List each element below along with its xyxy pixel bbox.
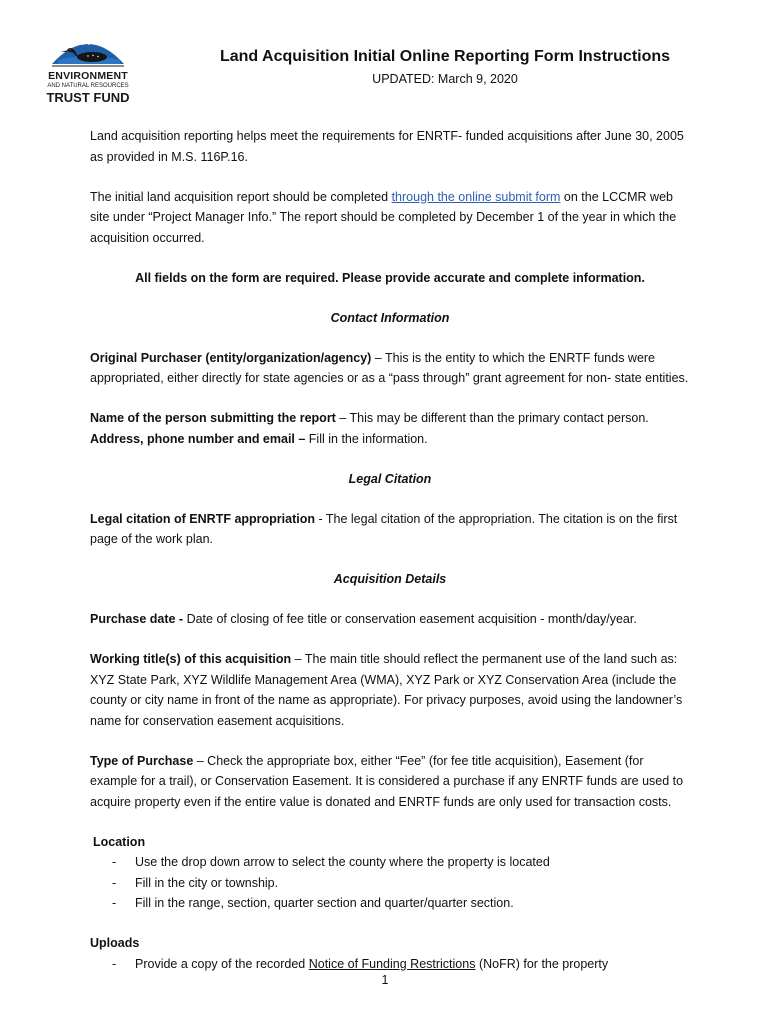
logo-line-1: ENVIRONMENT — [48, 70, 128, 82]
legal-citation-text: - The legal citation of the appropriation. The citation is on the first page of the work plan. — [90, 511, 678, 546]
legal-section-heading: Legal Citation — [348, 471, 432, 486]
location-list — [90, 852, 690, 914]
purchase-date-text: Date of closing of fee title or conservation easement acquisition - month/day/year. — [183, 612, 637, 626]
uploads-item-text-before: Provide a copy of the recorded — [135, 956, 309, 971]
intro-p2-text-before: The initial land acquisition report should be completed — [90, 189, 392, 204]
uploads-list — [90, 954, 690, 975]
logo-line-3: TRUST FUND — [46, 90, 130, 105]
working-title-text: – The main title should reflect the permanent use of the land such as: XYZ State Park, XYZ Wildlife Management Area (WMA), XYZ Park or XYZ Conservation Area (include the county or city name in front of the name as appropriate). For privacy purposes, avoid using the landowner’s name for conservation easement acquisitions. — [90, 652, 683, 728]
submitter-text: – This may be different than the primary contact person. — [335, 411, 649, 425]
location-item-county: - Use the drop down arrow to select the county where the property is located — [90, 852, 690, 873]
submitter-paragraph — [90, 408, 690, 429]
address-text: Fill in the information. — [305, 431, 428, 446]
original-purchaser-label: Original Purchaser (entity/organization/agency) — [90, 350, 372, 365]
purchase-date-label: Purchase date - — [90, 612, 184, 626]
location-heading: Location — [93, 834, 146, 849]
notice-of-funding-restrictions: Notice of Funding Restrictions — [308, 956, 476, 971]
intro-p2-text-after: on the LCCMR web site under “Project Manager Info.” The report should be completed by December 1 of the year in which the acquisition occurred. — [90, 189, 677, 245]
submitter-label: Name of the person submitting the report — [90, 411, 336, 425]
loon-icon — [48, 30, 128, 70]
intro-paragraph-1: Land acquisition reporting helps meet the requirements for ENRTF- funded acquisitions after June 30, 2005 as provided in M.S. 116P.16. — [90, 129, 684, 164]
required-fields-note: All fields on the form are required. Please provide accurate and complete information. — [135, 270, 645, 285]
document-title: Land Acquisition Initial Online Reporting Form Instructions — [219, 48, 671, 65]
working-title-paragraph — [90, 649, 690, 731]
location-item-city: - Fill in the city or township. — [90, 873, 690, 894]
purchase-date-paragraph — [90, 609, 690, 630]
working-title-label: Working title(s) of this acquisition — [90, 652, 292, 666]
original-purchaser-paragraph — [90, 348, 690, 389]
uploads-heading: Uploads — [90, 936, 140, 950]
address-paragraph — [90, 429, 690, 450]
legal-citation-paragraph — [90, 509, 690, 550]
acquisition-section-heading: Acquisition Details — [333, 572, 447, 586]
page-number: 1 — [381, 973, 389, 987]
type-of-purchase-label: Type of Purchase — [90, 753, 194, 768]
intro-paragraph-2 — [90, 187, 690, 249]
logo-line-2: AND NATURAL RESOURCES — [47, 83, 129, 89]
type-of-purchase-paragraph — [90, 751, 690, 813]
online-submit-form-link[interactable]: through the online submit form — [391, 189, 561, 204]
type-of-purchase-text: – Check the appropriate box, either “Fee” (for fee title acquisition), Easement (for example for a trail), or Conservation Easement. It is considered a purchase if any ENRTF funds are used to acquire property even if the entire value is donated and ENRTF funds are only used for transaction costs. — [90, 753, 684, 809]
original-purchaser-text: – This is the entity to which the ENRTF funds were appropriated, either directly for state agencies or as a “pass through” grant agreement for non- state entities. — [90, 350, 689, 385]
uploads-item-nofr — [90, 954, 690, 975]
uploads-item-text-after: (NoFR) for the property — [475, 956, 609, 971]
updated-date: UPDATED: March 9, 2020 — [372, 72, 518, 86]
contact-section-heading: Contact Information — [330, 310, 450, 325]
location-item-range: - Fill in the range, section, quarter section and quarter/quarter section. — [90, 893, 690, 914]
enrtf-logo — [40, 30, 136, 106]
address-label: Address, phone number and email – — [90, 431, 306, 446]
document-body — [90, 126, 690, 994]
legal-citation-label: Legal citation of ENRTF appropriation — [90, 511, 315, 526]
